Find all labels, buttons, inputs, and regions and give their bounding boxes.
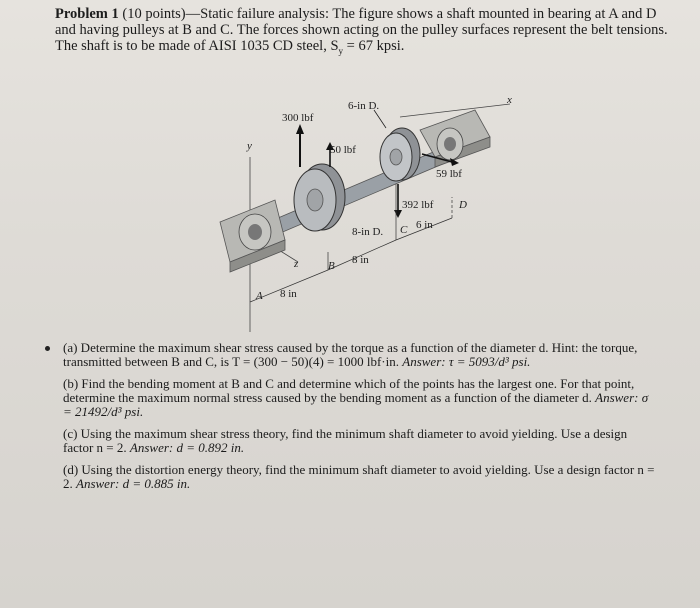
pulley-b — [294, 164, 345, 231]
label-59-lbf: 59 lbf — [436, 168, 462, 180]
question-b-text: (b) Find the bending moment at B and C and determine which of the points has the largest one. For that point, determine the maximum normal stress caused by the bending moment as a function of the diameter d. — [63, 376, 635, 405]
question-d — [55, 463, 655, 491]
shaft-figure — [190, 92, 530, 342]
question-b — [55, 377, 655, 419]
question-c — [55, 427, 655, 455]
question-a — [55, 341, 655, 369]
bullet-icon — [45, 346, 50, 351]
bearing-a — [220, 200, 285, 272]
question-a-answer: Answer: τ = 5093/d³ psi. — [402, 354, 531, 369]
question-d-answer: Answer: d = 0.885 in. — [76, 476, 191, 491]
label-point-a: A — [256, 290, 263, 302]
question-a-text: (a) Determine the maximum shear stress caused by the torque as a function of the diameter d. Hint: the torque, transmitted between B and C, is T = (300 − 50)(4) = 1000 lbf·in. — [63, 340, 638, 369]
problem-points: (10 points) — [122, 6, 186, 22]
problem-number: Problem 1 — [55, 6, 119, 22]
problem-line-2: and having pulleys at B and C. The forces shown acting on the pulley surfaces represent the belt tensions. — [55, 22, 668, 38]
question-c-text: (c) Using the maximum shear stress theory, find the minimum shaft diameter to avoid yielding. Use a design factor n = 2. — [63, 426, 628, 455]
label-y-axis: y — [247, 140, 252, 152]
label-8in-d: 8-in D. — [352, 226, 384, 238]
label-8in-bc: 8 in — [352, 254, 369, 266]
question-b-answer: Answer: σ = 21492/d³ psi. — [63, 390, 649, 419]
question-c-answer: Answer: d = 0.892 in. — [129, 440, 245, 455]
label-point-b: B — [328, 260, 335, 272]
label-point-d: D — [459, 199, 467, 211]
label-x-axis: x — [507, 94, 512, 106]
problem-line-3 — [55, 38, 685, 59]
label-50-lbf: 50 lbf — [330, 144, 356, 156]
dimension-6in-d-leader — [374, 110, 386, 128]
label-6in-d: 6-in D. — [348, 100, 380, 112]
problem-line-3-end: = 67 kpsi. — [343, 38, 405, 54]
x-axis-line — [400, 104, 510, 117]
label-392-lbf: 392 lbf — [402, 199, 434, 211]
force-392-arrowhead — [394, 210, 402, 218]
pulley-c — [380, 128, 420, 181]
question-d-text: (d) Using the distortion energy theory, find the minimum shaft diameter to avoid yielding. Use a design factor n = 2. — [63, 462, 655, 491]
label-point-c: C — [400, 224, 408, 236]
problem-title: —Static failure analysis: — [185, 6, 329, 22]
label-6in: 6 in — [416, 219, 433, 231]
problem-line-1 — [55, 6, 685, 22]
label-z-axis: z — [294, 258, 299, 270]
problem-line-3-text: The shaft is to be made of AISI 1035 CD steel, S — [55, 38, 339, 54]
problem-statement — [55, 6, 685, 59]
problem-line-1-rest: The figure shows a shaft mounted in bearing at A and D — [332, 6, 657, 22]
shaft-diagram — [190, 92, 530, 342]
force-300-arrowhead — [296, 124, 304, 134]
label-8in-ab: 8 in — [280, 288, 297, 300]
label-300-lbf: 300 lbf — [282, 112, 314, 124]
yield-subscript: y — [338, 45, 344, 56]
question-list — [55, 341, 655, 499]
